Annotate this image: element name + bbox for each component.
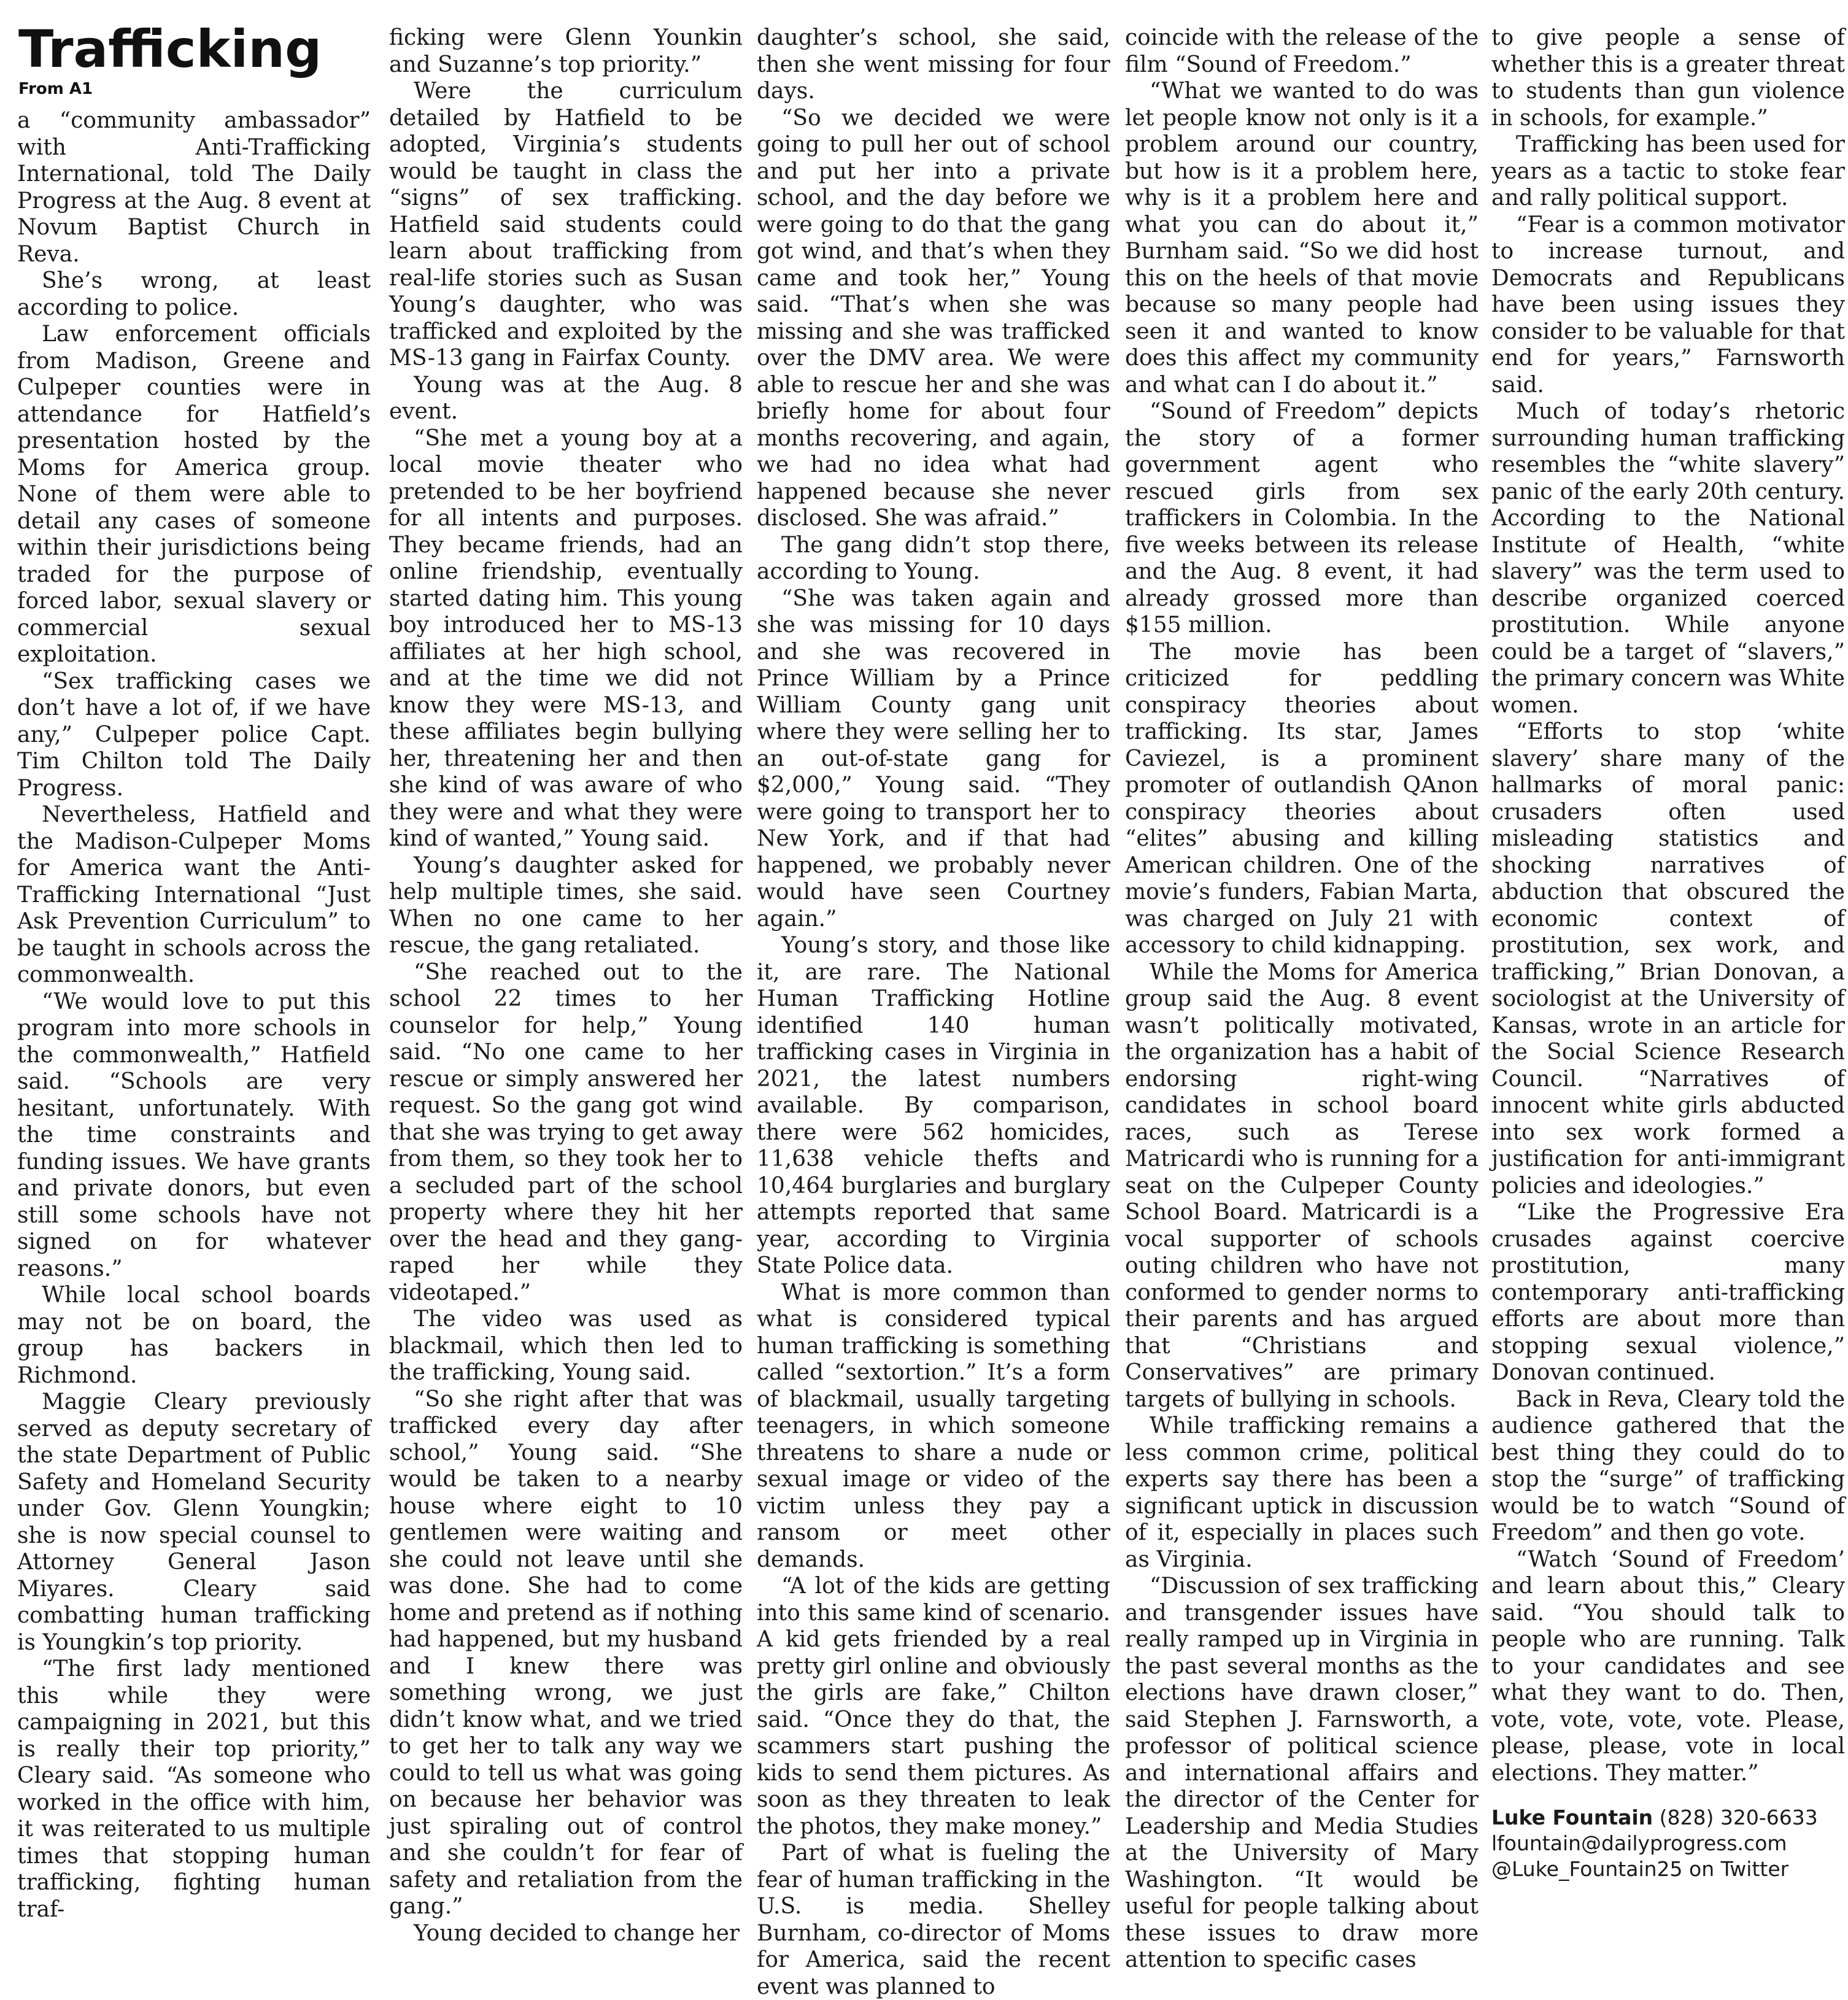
article-paragraph: “The first lady mentioned this while they were campaigning in 2021, but this is really their top priority,” Cleary said. “As someone who worked in the office with him, it was reiterated to us multiple times that stopping human trafficking, fighting human traf- [17,1656,371,1922]
article-paragraph: “A lot of the kids are getting into this same kind of scenario. A kid gets friended by a real pretty girl online and obviously the girls are fake,” Chilton said. “Once they do that, the scammers start pushing the kids to send them pictures. As soon as they threaten to leak the photos, they make money.” [757,1573,1110,1839]
article-paragraph: Young’s daughter asked for help multiple times, she said. When no one came to her rescue, the gang retaliated. [389,852,743,958]
article-paragraph: Nevertheless, Hatfield and the Madison-Culpeper Moms for America want the Anti-Trafficking International “Just Ask Prevention Curriculum” to be taught in schools across the commonwealth. [17,802,371,987]
article-paragraph: The movie has been criticized for peddling conspiracy theories about trafficking. Its star, James Caviezel, is a prominent promoter of outlandish QAnon conspiracy theories about “elites” abusing and killing American children. One of the movie’s funders, Fabian Marta, was charged on July 21 with accessory to child kidnapping. [1125,639,1479,958]
article-paragraph: While trafficking remains a less common crime, political experts say there has been a significant uptick in discussion of it, especially in places such as Virginia. [1125,1413,1479,1572]
article-paragraph: “Efforts to stop ‘white slavery’ share many of the hallmarks of moral panic: crusaders often used misleading statistics and shocking narratives of abduction that obscured the economic context of prostitution, sex work, and trafficking,” Brian Donovan, a sociologist at the University of Kansas, wrote in an article for the Social Science Research Council. “Narratives of innocent white girls abducted into sex work formed a justification for anti-immigrant policies and ideologies.” [1491,719,1845,1199]
article-column-4 [1125,25,1479,1972]
article-paragraph: “Discussion of sex trafficking and transgender issues have really ramped up in Virginia in the past several months as the elections have drawn closer,” said Stephen J. Farnsworth, a professor of political science and international affairs and the director of the Center for Leadership and Media Studies at the University of Mary Washington. “It would be useful for people talking about these issues to draw more attention to specific cases [1125,1573,1479,1972]
article-paragraph: Trafficking has been used for years as a tactic to stoke fear and rally political support. [1491,132,1845,210]
article-paragraph: What is more common than what is considered typical human trafficking is something called “sextortion.” It’s a form of blackmail, usually targeting teenagers, in which someone threatens to share a nude or sexual image or video of the victim unless they pay a ransom or meet other demands. [757,1280,1110,1572]
article-paragraph: “Fear is a common motivator to increase turnout, and Democrats and Republicans have been using issues they consider to be valuable for that end for years,” Farnsworth said. [1491,212,1845,398]
article-column-5 [1491,25,1845,1881]
article-paragraph: “So we decided we were going to pull her out of school and put her into a private school, and the day before we were going to do that the gang got wind, and that’s when they came and took her,” Young said. “That’s when she was missing and she was trafficked over the DMV area. We were able to rescue her and she was briefly home for about four months recovering, and again, we had no idea what had happened because she never disclosed. She was afraid.” [757,105,1110,531]
article-paragraph: The gang didn’t stop there, according to Young. [757,532,1110,584]
article-paragraph: “So she right after that was trafficked every day after school,” Young said. “She would be taken to a nearby house where eight to 10 gentlemen were waiting and she could not leave until she was done. She had to come home and pretend as if nothing had happened, but my husband and I knew there was something wrong, we just didn’t know what, and we tried to get her to talk any way we could to tell us what was going on because her behavior was just spiraling out of control and she couldn’t for fear of safety and retaliation from the gang.” [389,1386,743,1919]
article-paragraph: “She reached out to the school 22 times to her counselor for help,” Young said. “No one came to her rescue or simply answered her request. So the gang got wind that she was trying to get away from them, so they took her to a secluded part of the school property where they hit her over the head and they gang-raped her while they videotaped.” [389,959,743,1305]
article-paragraph: Back in Reva, Cleary told the audience gathered that the best thing they could do to stop the “surge” of trafficking would be to watch “Sound of Freedom” and then go vote. [1491,1386,1845,1545]
article-paragraph: While the Moms for America group said the Aug. 8 event wasn’t politically motivated, the organization has a habit of endorsing right-wing candidates in school board races, such as Terese Matricardi who is running for a seat on the Culpeper County School Board. Matricardi is a vocal supporter of schools outing children who have not conformed to gender norms to their parents and has argued that “Christians and Conservatives” are primary targets of bullying in schools. [1125,959,1479,1412]
article-paragraph: Much of today’s rhetoric surrounding human trafficking resembles the “white slavery” panic of the early 20th century. According to the National Institute of Health, “white slavery” was the term used to describe organized coerced prostitution. While anyone could be a target of “slavers,” the primary concern was White women. [1491,399,1845,718]
article-paragraph: a “community ambassador” with Anti-Trafficking International, told The Daily Progress at the Aug. 8 event at Novum Baptist Church in Reva. [17,108,371,267]
article-paragraph: Were the curriculum detailed by Hatfield to be adopted, Virginia’s students would be taught in class the “signs” of sex trafficking. Hatfield said students could learn about trafficking from real-life stories such as Susan Young’s daughter, who was trafficked and exploited by the MS-13 gang in Fairfax County. [389,79,743,371]
article-column-2 [389,25,743,1946]
article-paragraph: “Sound of Freedom” depicts the story of a former government agent who rescued girls from sex traffickers in Colombia. In the five weeks between its release and the Aug. 8 event, it had already grossed more than $155 million. [1125,399,1479,638]
article-paragraph: Part of what is fueling the fear of human trafficking in the U.S. is media. Shelley Burnham, co-director of Moms for America, said the recent event was planned to [757,1840,1110,1999]
article-column-3 [757,25,1110,1999]
article-headline: Trafficking [18,19,322,79]
author-email[interactable]: lfountain@dailyprogress.com [1491,1831,1787,1855]
article-paragraph: ficking were Glenn Younkin and Suzanne’s top priority.” [389,25,743,77]
article-paragraph: coincide with the release of the film “Sound of Freedom.” [1125,25,1479,77]
article-paragraph: “Sex trafficking cases we don’t have a lot of, if we have any,” Culpeper police Capt. Tim Chilton told The Daily Progress. [17,668,371,801]
article-paragraph: The video was used as blackmail, which then led to the trafficking, Young said. [389,1307,743,1385]
article-paragraph: Law enforcement officials from Madison, Greene and Culpeper counties were in attendance for Hatfield’s presentation hosted by the Moms for America group. None of them were able to detail any cases of someone within their jurisdictions being traded for the purpose of forced labor, sexual slavery or commercial sexual exploitation. [17,322,371,667]
author-byline [1491,1805,1845,1882]
article-paragraph: “Watch ‘Sound of Freedom’ and learn about this,” Cleary said. “You should talk to people who are running. Talk to your candidates and see what they want to do. Then, vote, vote, vote, vote. Please, please, please, vote in local elections. They matter.” [1491,1546,1845,1786]
article-paragraph: Young decided to change her [414,1920,740,1946]
article-paragraph: to give people a sense of whether this is a greater threat to students than gun violence in schools, for example.” [1491,25,1845,131]
article-paragraph: “We would love to put this program into more schools in the commonwealth,” Hatfield said. “Schools are very hesitant, unfortunately. With the time constraints and funding issues. We have grants and private donors, but even still some schools have not signed on for whatever reasons.” [17,989,371,1281]
author-name: Luke Fountain [1491,1805,1653,1829]
jump-line: From A1 [18,80,93,98]
article-paragraph: She’s wrong, at least according to police. [17,268,371,320]
article-paragraph: “What we wanted to do was let people know not only is it a problem around our country, but how is it a problem here, why is it a problem here and what you can do about it,” Burnham said. “So we did host this on the heels of that movie because so many people had seen it and wanted to know does this affect my community and what can I do about it.” [1125,79,1479,398]
column-5-paragraphs [1491,25,1845,1786]
article-paragraph: Young was at the Aug. 8 event. [389,372,743,424]
article-column-1 [17,107,371,1922]
article-paragraph: Maggie Cleary previously served as deputy secretary of the state Department of Public Safety and Homeland Security under Gov. Glenn Youngkin; she is now special counsel to Attorney General Jason Miyares. Cleary said combatting human trafficking is Youngkin’s top priority. [17,1389,371,1655]
article-paragraph: Young’s story, and those like it, are rare. The National Human Trafficking Hotline identified 140 human trafficking cases in Virginia in 2021, the latest numbers available. By comparison, there were 562 homicides, 11,638 vehicle thefts and 10,464 burglaries and burglary attempts reported that same year, according to Virginia State Police data. [757,933,1110,1278]
article-paragraph: While local school boards may not be on board, the group has backers in Richmond. [17,1283,371,1388]
author-phone: (828) 320-6633 [1653,1805,1818,1829]
article-paragraph: “She was taken again and she was missing for 10 days and she was recovered in Prince William by a Prince William County gang unit where they were selling her to an out-of-state gang for $2,000,” Young said. “They were going to transport her to New York, and if that had happened, we probably never would have seen Courtney again.” [757,585,1110,932]
article-paragraph: daughter’s school, she said, then she went missing for four days. [757,25,1110,104]
article-paragraph: “Like the Progressive Era crusades against coercive prostitution, many contemporary anti-trafficking efforts are about more than stopping sexual violence,” Donovan continued. [1491,1200,1845,1385]
author-twitter[interactable]: @Luke_Fountain25 on Twitter [1491,1857,1789,1881]
article-paragraph: “She met a young boy at a local movie theater who pretended to be her boyfriend for all intents and purposes. They became friends, had an online friendship, eventually started dating him. This young boy introduced her to MS-13 affiliates at her high school, and at the time we did not know they were MS-13, and these affiliates begin bullying her, threatening her and then she kind of was aware of who they were and what they were kind of wanted,” Young said. [389,425,743,851]
